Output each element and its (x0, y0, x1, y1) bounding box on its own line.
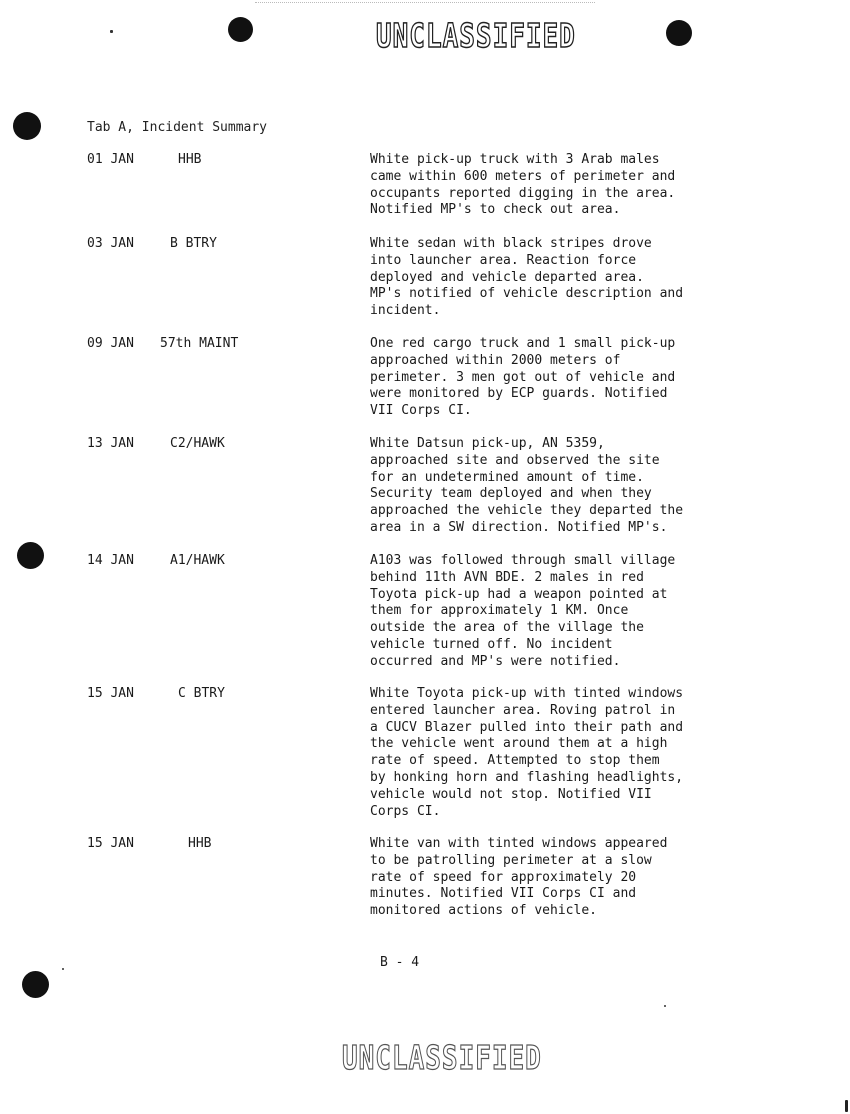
incident-description: A103 was followed through small village behind 11th AVN BDE. 2 males in red Toyota pick-up had a weapon pointed at them for approximately 1 KM. Once outside the area of the village the vehicle turned off. No incident occurred and MP's were notified. (370, 553, 676, 669)
incident-date: 15 JAN (87, 836, 134, 851)
incident-unit: C2/HAWK (170, 436, 225, 451)
document-title: Tab A, Incident Summary (87, 120, 268, 135)
incident-unit: HHB (188, 836, 212, 851)
scan-speck (62, 968, 64, 970)
scan-speck (845, 1100, 848, 1112)
incident-unit: HHB (178, 152, 202, 167)
page-number: B - 4 (380, 955, 420, 970)
incident-description: One red cargo truck and 1 small pick-up approached within 2000 meters of perimeter. 3 men got out of vehicle and were monitored by ECP guards. Notified VII Corps CI. (370, 336, 676, 419)
incident-description: White van with tinted windows appeared to be patrolling perimeter at a slow rate of speed for approximately 20 minutes. Notified VII Corps CI and monitored actions of vehicle. (370, 836, 668, 919)
incident-date: 03 JAN (87, 236, 134, 251)
scan-speck (664, 1005, 666, 1007)
hole-punch-top-right (666, 20, 692, 46)
incident-description: White pick-up truck with 3 Arab males came within 600 meters of perimeter and occupants reported digging in the area. Notified MP's to check out area. (370, 152, 676, 218)
incident-description: White sedan with black stripes drove into launcher area. Reaction force deployed and vehicle departed area. MP's notified of vehicle description and incident. (370, 236, 684, 319)
hole-punch-left-lower (22, 971, 49, 998)
top-scan-edge (255, 2, 595, 3)
incident-unit: A1/HAWK (170, 553, 225, 568)
incident-unit: C BTRY (178, 686, 225, 701)
incident-date: 13 JAN (87, 436, 134, 451)
scan-speck (110, 30, 113, 33)
incident-description: White Toyota pick-up with tinted windows entered launcher area. Roving patrol in a CUCV Blazer pulled into their path and the vehicle went around them at a high rate of speed. Attempted to stop them by honking horn and flashing headlights, vehicle would not stop. Notified VII Corps CI. (370, 686, 684, 819)
incident-date: 01 JAN (87, 152, 134, 167)
incident-date: 09 JAN (87, 336, 134, 351)
classification-marking-top: UNCLASSIFIED (376, 18, 576, 56)
hole-punch-left-middle (17, 542, 44, 569)
incident-description: White Datsun pick-up, AN 5359, approached site and observed the site for an undetermined amount of time. Security team deployed and when they approached the vehicle they departed the area in a SW direction. Notified MP's. (370, 436, 684, 535)
classification-marking-bottom: UNCLASSIFIED (342, 1040, 542, 1078)
incident-date: 14 JAN (87, 553, 134, 568)
incident-unit: 57th MAINT (160, 336, 239, 351)
hole-punch-left-upper (13, 112, 41, 140)
hole-punch-top-left (228, 17, 253, 42)
incident-date: 15 JAN (87, 686, 134, 701)
incident-unit: B BTRY (170, 236, 217, 251)
